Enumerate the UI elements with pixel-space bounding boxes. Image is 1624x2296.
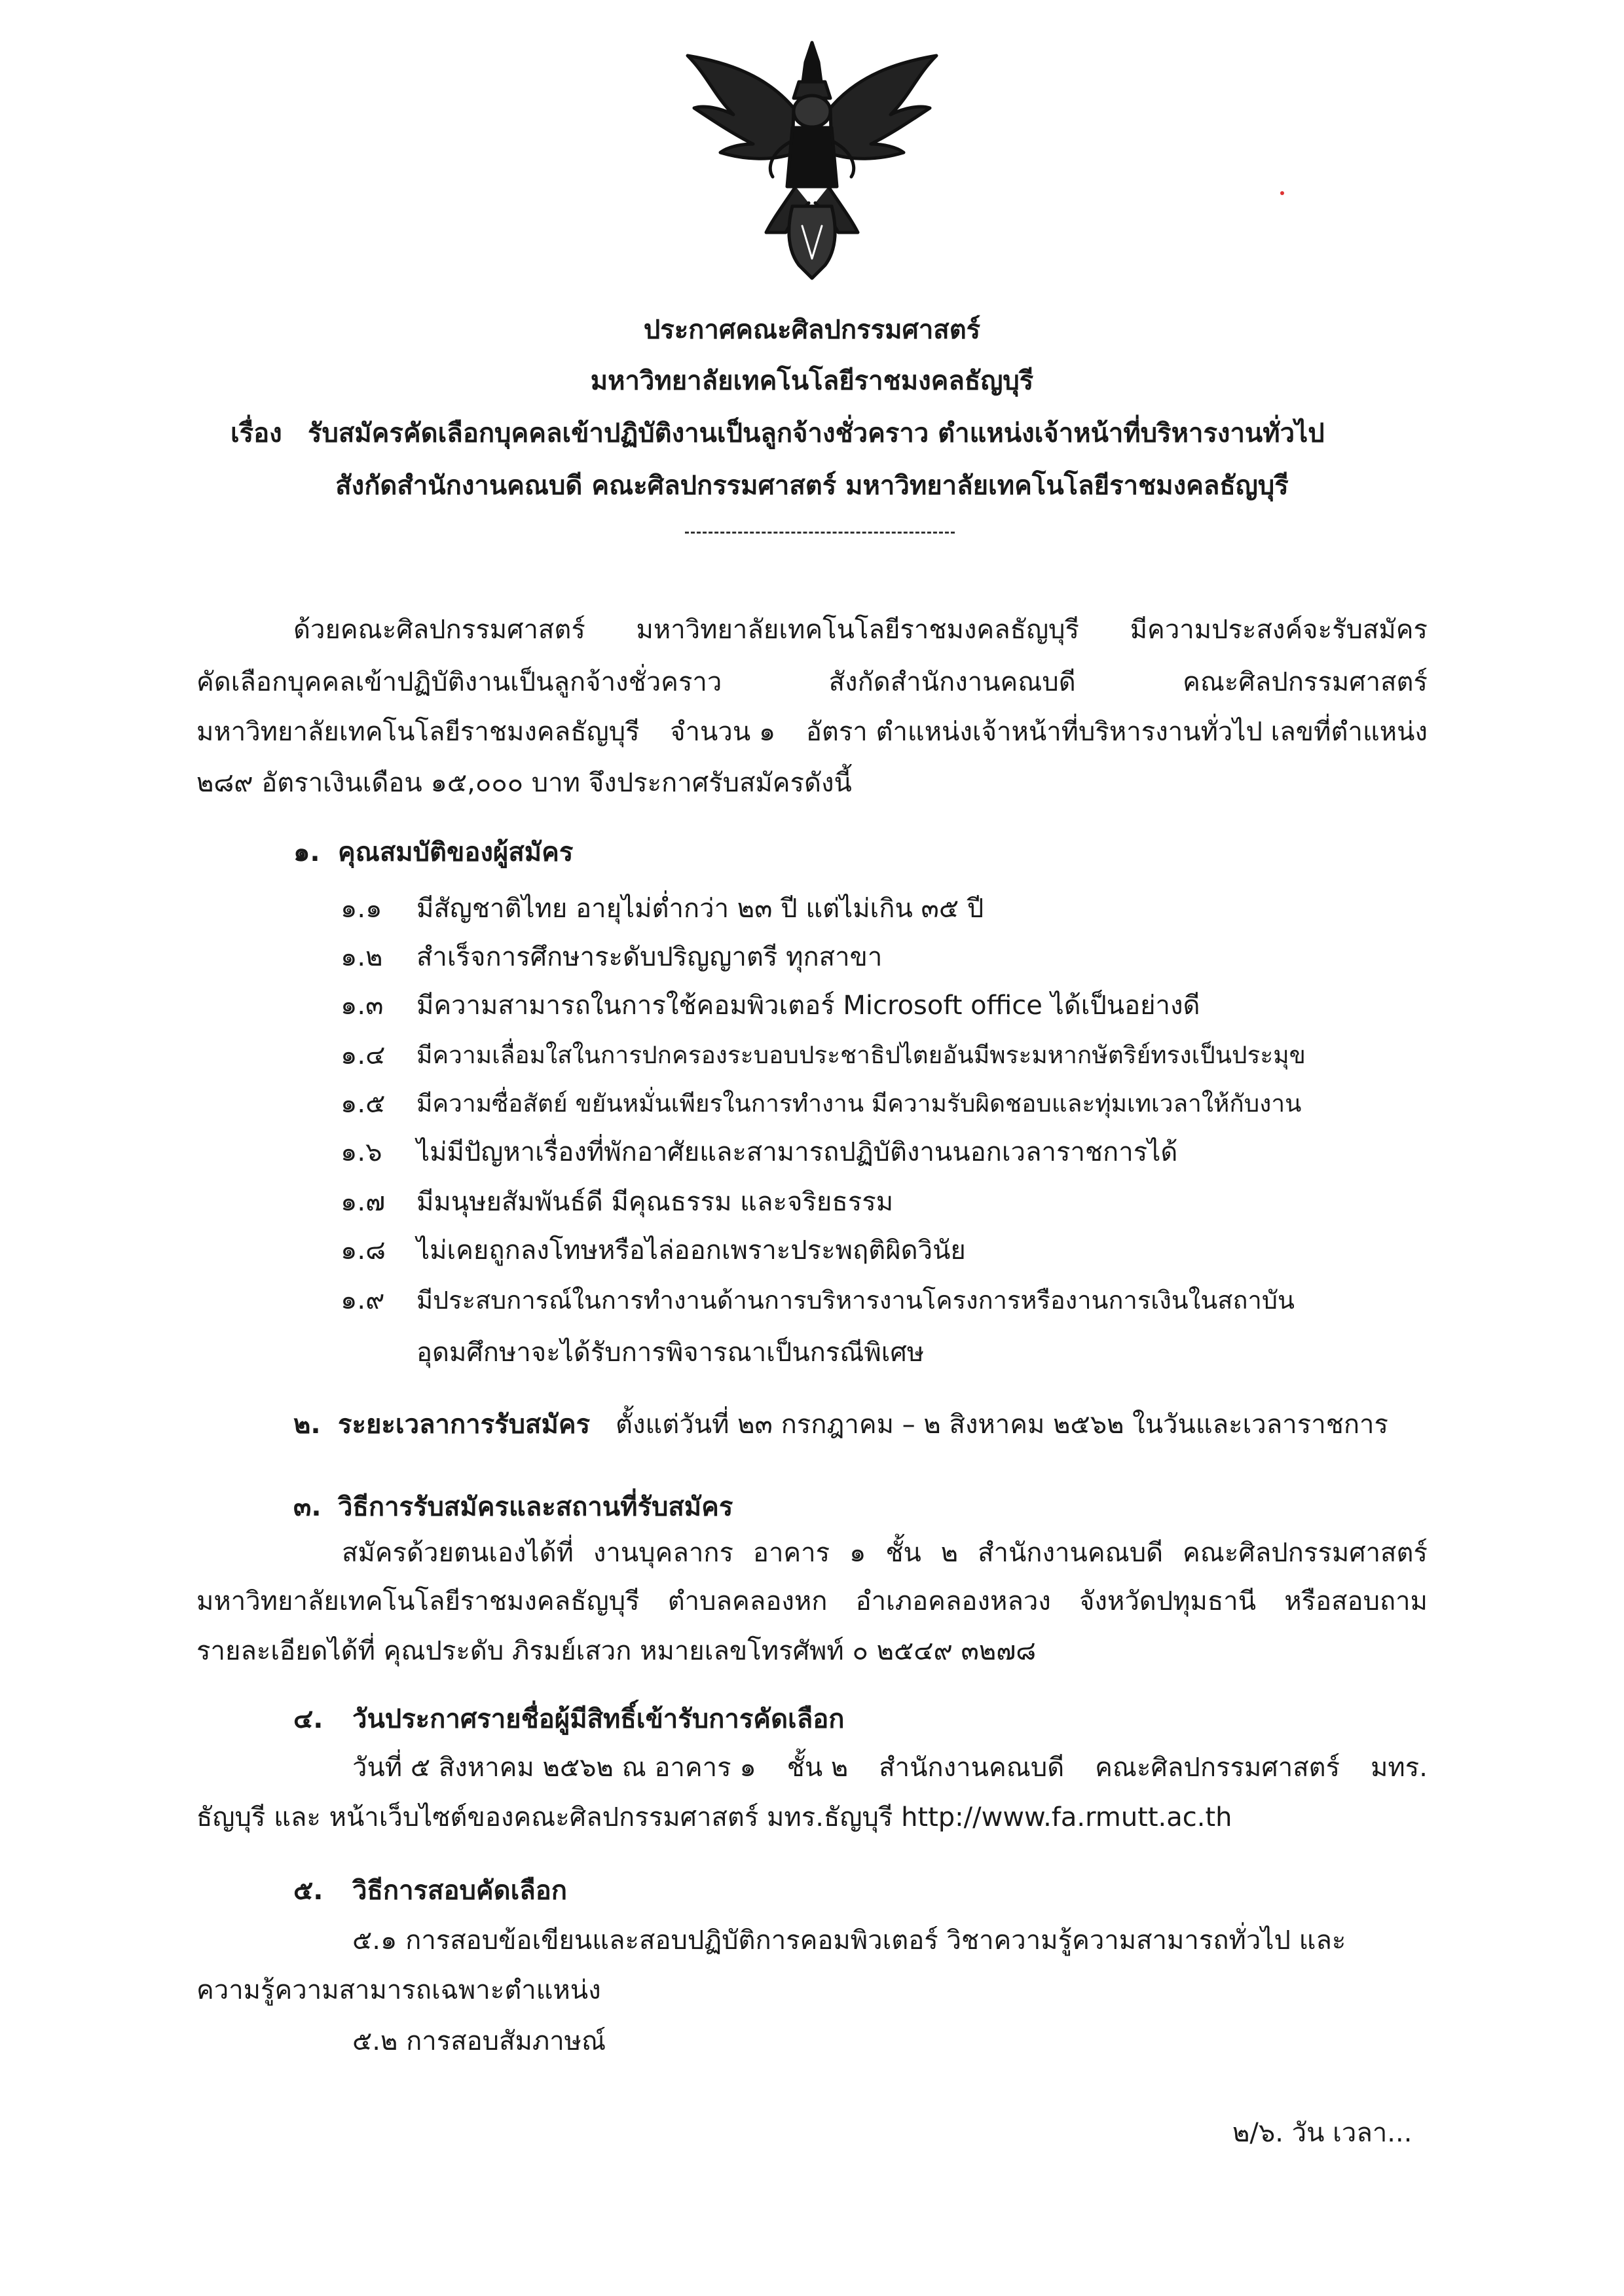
scan-speck	[1280, 191, 1284, 195]
s1-item-text: มีสัญชาติไทย อายุไม่ต่ำกว่า ๒๓ ปี แต่ไม่เกิน ๓๕ ปี	[416, 894, 984, 924]
s3-line1-part: ๒	[940, 1538, 959, 1568]
intro-line2-part: สังกัดสำนักงานคณบดี	[828, 667, 1076, 697]
section2-text: ตั้งแต่วันที่ ๒๓ กรกฎาคม – ๒ สิงหาคม ๒๕๖๒ ในวันและเวลาราชการ	[616, 1410, 1388, 1440]
s4-line1-part: สำนักงานคณบดี	[879, 1753, 1065, 1783]
intro-line1-part: ด้วยคณะศิลปกรรมศาสตร์	[293, 615, 585, 645]
s1-item-num: ๑.๙	[341, 1285, 385, 1315]
s3-line2-part: อำเภอคลองหลวง	[855, 1586, 1051, 1616]
s1-item9-continuation: อุดมศึกษาจะได้รับการพิจารณาเป็นกรณีพิเศษ	[416, 1338, 925, 1368]
section1-title: คุณสมบัติของผู้สมัคร	[338, 837, 574, 867]
s3-line1-part: คณะศิลปกรรมศาสตร์	[1183, 1538, 1428, 1568]
section3-line1	[342, 1536, 1428, 1570]
section3-title: วิธีการรับสมัครและสถานที่รับสมัคร	[338, 1492, 733, 1522]
s1-item-text: มีความสามารถในการใช้คอมพิวเตอร์ Microsoft office ได้เป็นอย่างดี	[416, 991, 1200, 1021]
section3-line2	[196, 1584, 1428, 1618]
header-divider	[685, 532, 955, 534]
s1-item-num: ๑.๒	[341, 942, 383, 972]
s3-line2-part: จังหวัดปทุมธานี	[1079, 1586, 1257, 1616]
s4-line1-part: ชั้น ๒	[786, 1753, 849, 1783]
section4-line2: ธัญบุรี และ หน้าเว็บไซต์ของคณะศิลปกรรมศาสตร์ มทร.ธัญบุรี http://www.fa.rmutt.ac.th	[196, 1802, 1232, 1832]
section2-title: ระยะเวลาการรับสมัคร	[338, 1410, 591, 1440]
page-continuation: ๒/๖. วัน เวลา...	[1232, 2118, 1412, 2148]
intro-line4: ๒๘๙ อัตราเงินเดือน ๑๕,๐๐๐ บาท จึงประกาศรับสมัครดังนี้	[196, 768, 852, 798]
garuda-emblem-icon	[674, 36, 950, 285]
s1-item-num: ๑.๕	[341, 1089, 386, 1119]
section3-line3: รายละเอียดได้ที่ คุณประดับ ภิรมย์เสวก หมายเลขโทรศัพท์ ๐ ๒๕๔๙ ๓๒๗๘	[196, 1636, 1037, 1666]
section4-title: วันประกาศรายชื่อผู้มีสิทธิ์เข้ารับการคัดเลือก	[352, 1704, 845, 1734]
section5-title: วิธีการสอบคัดเลือก	[352, 1876, 568, 1906]
s1-item-num: ๑.๓	[341, 991, 384, 1021]
section1-number: ๑.	[293, 837, 320, 867]
s1-item-num: ๑.๖	[341, 1137, 382, 1167]
s3-line1-part: สมัครด้วยตนเองได้ที่	[342, 1538, 574, 1568]
s1-item-text: มีมนุษยสัมพันธ์ดี มีคุณธรรม และจริยธรรม	[416, 1187, 894, 1217]
s3-line1-part: ๑	[849, 1538, 866, 1568]
s3-line1-part: งานบุคลากร	[593, 1538, 733, 1568]
section2-number: ๒.	[293, 1410, 321, 1440]
intro-line1-part: มหาวิทยาลัยเทคโนโลยีราชมงคลธัญบุรี	[636, 615, 1080, 645]
s1-item-text: ไม่มีปัญหาเรื่องที่พักอาศัยและสามารถปฏิบัติงานนอกเวลาราชการได้	[416, 1137, 1178, 1167]
intro-line2	[196, 665, 1428, 699]
s3-line2-part: มหาวิทยาลัยเทคโนโลยีราชมงคลธัญบุรี	[196, 1586, 640, 1616]
s3-line1-part: สำนักงานคณบดี	[978, 1538, 1164, 1568]
header-title-line1: ประกาศคณะศิลปกรรมศาสตร์	[643, 315, 981, 345]
s1-item-num: ๑.๑	[341, 894, 382, 924]
section4-number: ๔.	[293, 1704, 323, 1734]
section4-line1	[352, 1751, 1428, 1785]
intro-line1	[293, 613, 1428, 647]
subject-line2: สังกัดสำนักงานคณบดี คณะศิลปกรรมศาสตร์ มหาวิทยาลัยเทคโนโลยีราชมงคลธัญบุรี	[335, 471, 1289, 501]
s1-item-num: ๑.๔	[341, 1040, 386, 1070]
section5-item1: ๕.๑ การสอบข้อเขียนและสอบปฏิบัติการคอมพิวเตอร์ วิชาความรู้ความสามารถทั่วไป และ	[352, 1925, 1346, 1956]
s3-line1-part: อาคาร	[752, 1538, 830, 1568]
s3-line1-part: ชั้น	[885, 1538, 921, 1568]
s4-line1-part: วันที่ ๕ สิงหาคม ๒๕๖๒ ณ อาคาร ๑	[352, 1753, 756, 1783]
intro-line3	[196, 715, 1428, 749]
s1-item-text: มีความซื่อสัตย์ ขยันหมั่นเพียรในการทำงาน มีความรับผิดชอบและทุ่มเทเวลาให้กับงาน	[416, 1089, 1302, 1118]
intro-line2-part: คัดเลือกบุคคลเข้าปฏิบัติงานเป็นลูกจ้างชั่วคราว	[196, 667, 722, 697]
s4-line1-part: คณะศิลปกรรมศาสตร์	[1095, 1753, 1340, 1783]
section5-item2: ๕.๒ การสอบสัมภาษณ์	[352, 2026, 606, 2056]
header-title-line2: มหาวิทยาลัยเทคโนโลยีราชมงคลธัญบุรี	[590, 366, 1034, 396]
s1-item-num: ๑.๗	[341, 1187, 386, 1217]
intro-line3-part: อัตรา ตำแหน่งเจ้าหน้าที่บริหารงานทั่วไป เลขที่ตำแหน่ง	[805, 717, 1428, 747]
s1-item-num: ๑.๘	[341, 1235, 386, 1266]
subject-line1: รับสมัครคัดเลือกบุคคลเข้าปฏิบัติงานเป็นลูกจ้างชั่วคราว ตำแหน่งเจ้าหน้าที่บริหารงานทั่วไป	[308, 418, 1325, 448]
s1-item-text: มีความเลื่อมใสในการปกครองระบอบประชาธิปไตยอันมีพระมหากษัตริย์ทรงเป็นประมุข	[416, 1041, 1306, 1069]
s1-item-text: ไม่เคยถูกลงโทษหรือไล่ออกเพราะประพฤติผิดวินัย	[416, 1235, 966, 1266]
s4-line1-part: มทร.	[1371, 1753, 1428, 1783]
s1-item-text: มีประสบการณ์ในการทำงานด้านการบริหารงานโครงการหรืองานการเงินในสถาบัน	[416, 1286, 1295, 1315]
s3-line2-part: หรือสอบถาม	[1284, 1586, 1428, 1616]
intro-line2-part: คณะศิลปกรรมศาสตร์	[1183, 667, 1428, 697]
section5-number: ๕.	[293, 1876, 323, 1906]
intro-line3-part: จำนวน ๑	[670, 717, 776, 747]
s3-line2-part: ตำบลคลองหก	[667, 1586, 828, 1616]
intro-line3-part: มหาวิทยาลัยเทคโนโลยีราชมงคลธัญบุรี	[196, 717, 640, 747]
subject-label: เรื่อง	[231, 418, 282, 448]
section3-number: ๓.	[293, 1492, 322, 1522]
s1-item-text: สำเร็จการศึกษาระดับปริญญาตรี ทุกสาขา	[416, 942, 883, 972]
intro-line1-part: มีความประสงค์จะรับสมัคร	[1130, 615, 1428, 645]
section5-item1-continuation: ความรู้ความสามารถเฉพาะตำแหน่ง	[196, 1975, 601, 2005]
